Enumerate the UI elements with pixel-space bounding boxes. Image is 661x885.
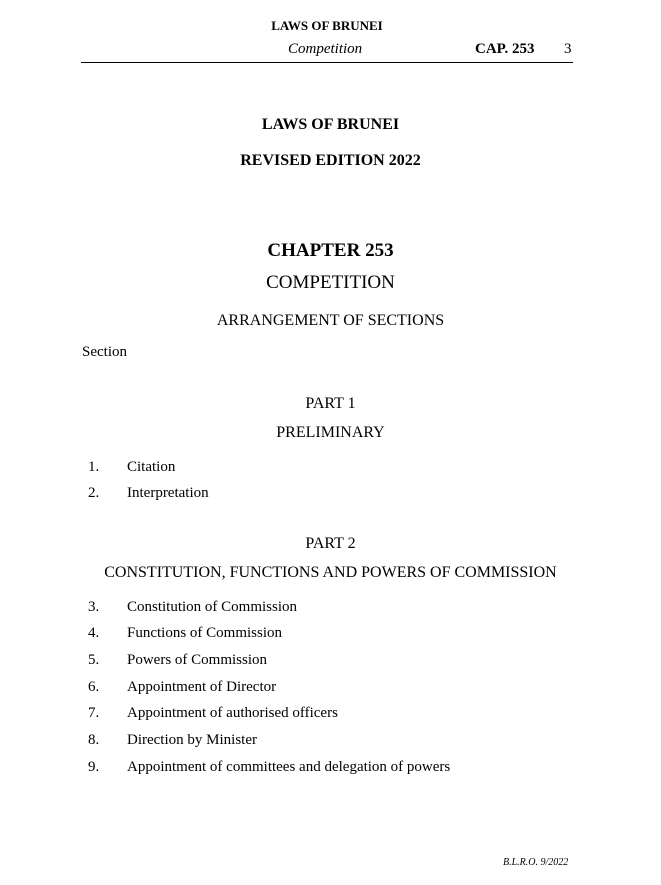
section-title: Functions of Commission: [127, 625, 283, 641]
section-title: Constitution of Commission: [127, 599, 298, 615]
part-1-title: PRELIMINARY: [276, 424, 385, 441]
section-number: 3.: [88, 599, 100, 615]
header-subject: Competition: [288, 41, 363, 57]
title-edition: REVISED EDITION 2022: [240, 152, 421, 169]
section-number: 7.: [88, 705, 100, 721]
section-title: Citation: [127, 459, 176, 475]
header-title: LAWS OF BRUNEI: [271, 18, 383, 33]
chapter-subject: COMPETITION: [266, 272, 395, 293]
section-title: Powers of Commission: [127, 652, 268, 668]
section-title: Appointment of committees and delegation of powers: [127, 759, 451, 775]
section-number: 1.: [88, 459, 100, 475]
section-number: 4.: [88, 625, 100, 641]
header-cap-number: CAP. 253: [475, 41, 535, 57]
part-2-title: CONSTITUTION, FUNCTIONS AND POWERS OF COMMISSION: [104, 564, 557, 581]
section-number: 5.: [88, 652, 100, 668]
section-number: 9.: [88, 759, 100, 775]
arrangement-heading: ARRANGEMENT OF SECTIONS: [216, 312, 445, 329]
section-column-label: Section: [82, 344, 127, 360]
section-title: Appointment of authorised officers: [127, 705, 338, 721]
footer-reference: B.L.R.O. 9/2022: [503, 857, 569, 868]
section-number: 2.: [88, 485, 100, 501]
part-2-label: PART 2: [305, 535, 356, 552]
section-title: Appointment of Director: [127, 679, 277, 695]
section-number: 8.: [88, 732, 100, 748]
section-title: Direction by Minister: [127, 732, 257, 748]
page-number: 3: [564, 41, 572, 57]
section-title: Interpretation: [127, 485, 209, 501]
title-laws: LAWS OF BRUNEI: [261, 116, 400, 133]
header-divider: [81, 62, 573, 63]
chapter-heading: CHAPTER 253: [267, 240, 394, 261]
section-number: 6.: [88, 679, 100, 695]
part-1-label: PART 1: [305, 395, 356, 412]
